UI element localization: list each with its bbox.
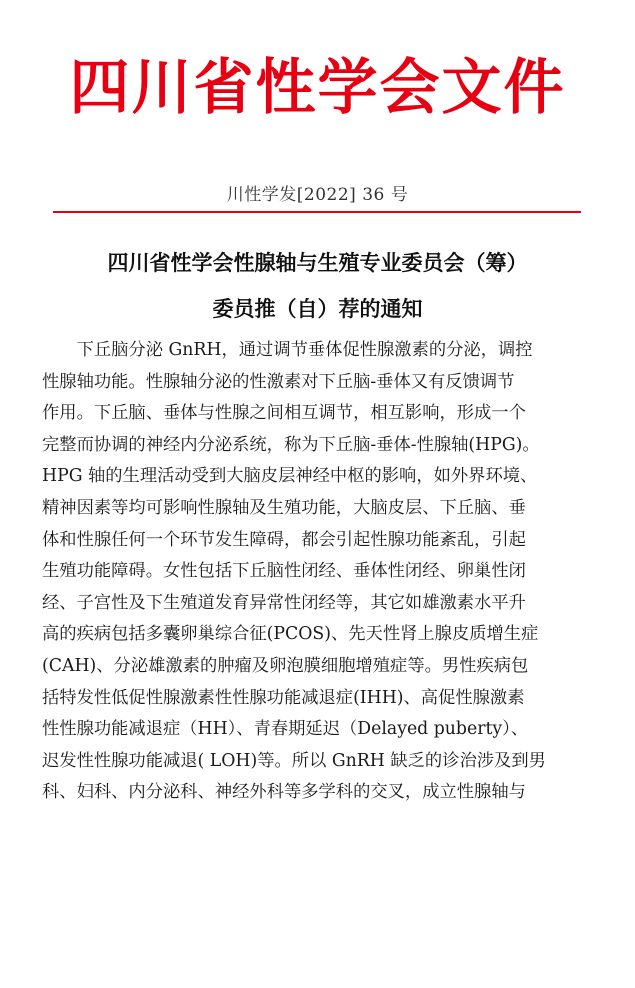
notice-title-line-2: 委员推（自）荐的通知 <box>212 297 423 321</box>
body-line: 迟发性性腺功能减退( LOH)等。所以 GnRH 缺乏的诊治涉及到男 <box>42 750 546 771</box>
body-line: 作用。下丘脑、垂体与性腺之间相互调节，相互影响，形成一个 <box>42 403 526 424</box>
body-line: 体和性腺任何一个环节发生障碍，都会引起性腺功能紊乱，引起 <box>42 529 526 550</box>
notice-title-line-1: 四川省性学会性腺轴与生殖专业委员会（筹） <box>107 251 528 275</box>
body-line: 括特发性低促性腺激素性性腺功能减退症(IHH)、高促性腺激素 <box>42 687 525 708</box>
body-line: 完整而协调的神经内分泌系统，称为下丘脑-垂体-性腺轴(HPG)。 <box>42 434 540 455</box>
body-line: 性性腺功能减退症（HH）、青春期延迟（Delayed puberty）、 <box>42 719 529 740</box>
red-divider-line <box>53 211 581 213</box>
body-line: 科、妇科、内分泌科、神经外科等多学科的交叉，成立性腺轴与 <box>42 782 526 803</box>
notice-body <box>42 335 598 809</box>
body-line: 精神因素等均可影响性腺轴及生殖功能，大脑皮层、下丘脑、垂 <box>42 497 526 518</box>
document-masthead: 四川省性学会文件 <box>69 53 566 123</box>
body-line: (CAH)、分泌雄激素的肿瘤及卵泡膜细胞增殖症等。男性疾病包 <box>42 655 529 676</box>
body-line: 下丘脑分泌 GnRH，通过调节垂体促性腺激素的分泌，调控 <box>42 340 533 360</box>
body-line: HPG 轴的生理活动受到大脑皮层神经中枢的影响，如外界环境、 <box>42 466 538 487</box>
document-number: 川性学发[2022] 36 号 <box>226 185 409 205</box>
body-line: 高的疾病包括多囊卵巢综合征(PCOS)、先天性肾上腺皮质增生症 <box>42 624 539 645</box>
body-line: 性腺轴功能。性腺轴分泌的性激素对下丘脑-垂体又有反馈调节 <box>42 371 515 392</box>
body-line: 经、子宫性及下生殖道发育异常性闭经等，其它如雄激素水平升 <box>42 592 526 613</box>
body-line: 生殖功能障碍。女性包括下丘脑性闭经、垂体性闭经、卵巢性闭 <box>42 561 526 582</box>
